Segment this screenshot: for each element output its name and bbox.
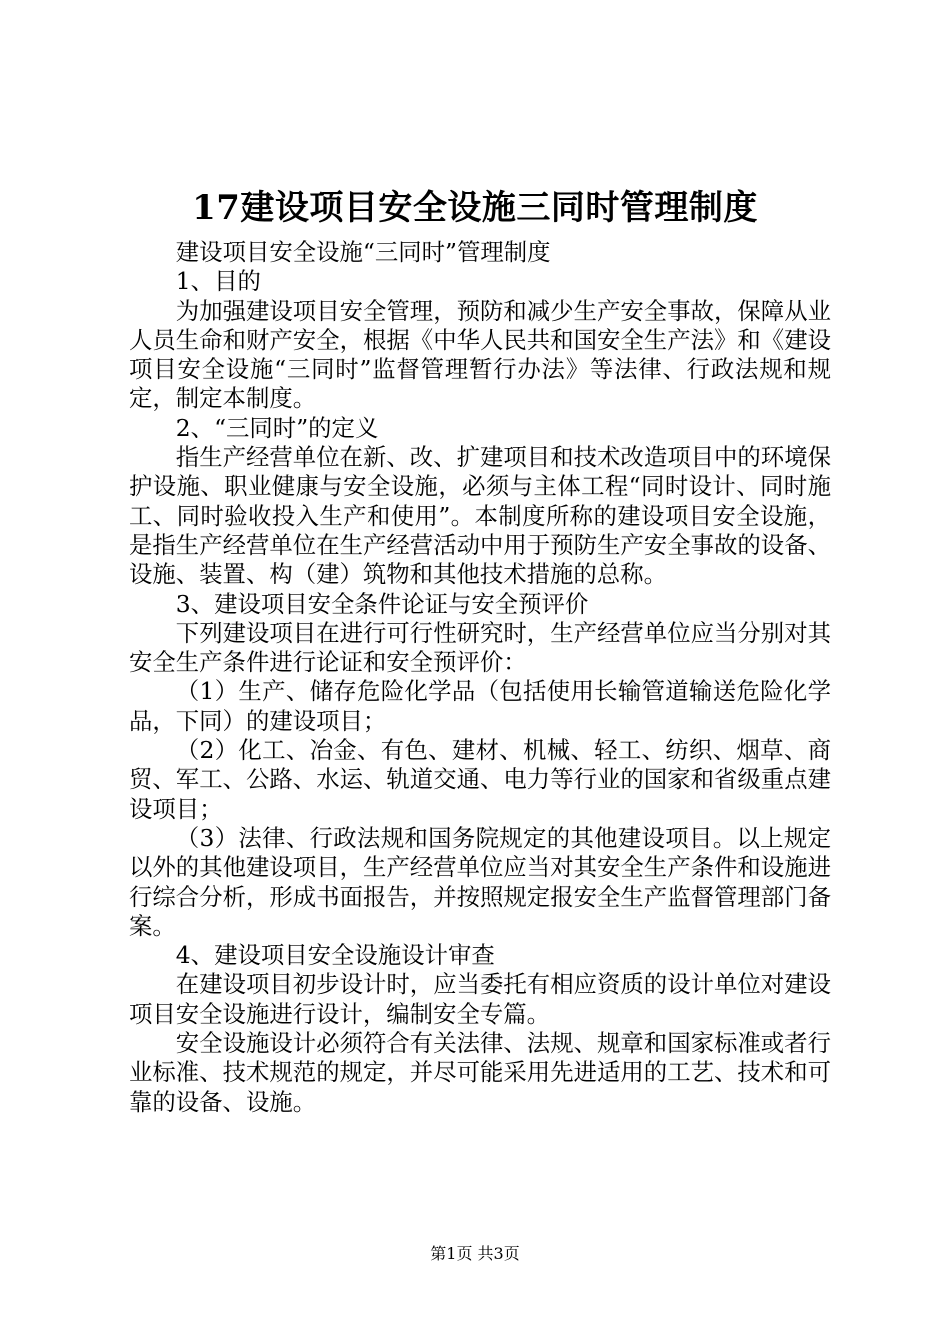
- section-heading: 4、建设项目安全设施设计审查: [175, 941, 495, 970]
- list-item: （3）法律、行政法规和国务院规定的其他建设项目。以上规定以外的其他建设项目，生产经营单位应当对其安全生产条件和设施进行综合分析，形成书面报告，并按照规定报安全生产监督管理部门备案。: [129, 823, 831, 940]
- section-heading: 3、建设项目安全条件论证与安全预评价: [175, 589, 589, 618]
- paragraph: 安全设施设计必须符合有关法律、法规、规章和国家标准或者行业标准、技术规范的规定，并尽可能采用先进适用的工艺、技术和可靠的设备、设施。: [129, 1029, 831, 1116]
- section-heading: 1、目的: [175, 267, 261, 296]
- document-title: 17建设项目安全设施三同时管理制度: [192, 188, 758, 228]
- paragraph: 下列建设项目在进行可行性研究时，生产经营单位应当分别对其安全生产条件进行论证和安全预评价：: [129, 618, 831, 677]
- section-heading: 2、“三同时”的定义: [175, 413, 379, 442]
- paragraph: 指生产经营单位在新、改、扩建项目和技术改造项目中的环境保护设施、职业健康与安全设施，必须与主体工程“同时设计、同时施工、同时验收投入生产和使用”。本制度所称的建设项目安全设施，是指生产经营单位在生产经营活动中用于预防生产安全事故的设备、设施、装置、构（建）筑物和其他技术措施的总称。: [129, 443, 831, 589]
- list-item: （2）化工、冶金、有色、建材、机械、轻工、纺织、烟草、商贸、军工、公路、水运、轨道交通、电力等行业的国家和省级重点建设项目；: [129, 736, 831, 823]
- document-body: [129, 238, 831, 1117]
- page-footer: 第1页 共3页: [430, 1244, 520, 1263]
- list-item: （1）生产、储存危险化学品（包括使用长输管道输送危险化学品，下同）的建设项目；: [129, 677, 831, 735]
- paragraph: 为加强建设项目安全管理，预防和减少生产安全事故，保障从业人员生命和财产安全，根据《中华人民共和国安全生产法》和《建设项目安全设施“三同时”监督管理暂行办法》等法律、行政法规和规定，制定本制度。: [129, 296, 831, 413]
- paragraph: 在建设项目初步设计时，应当委托有相应资质的设计单位对建设项目安全设施进行设计，编制安全专篇。: [129, 970, 831, 1028]
- paragraph: 建设项目安全设施“三同时”管理制度: [175, 238, 551, 266]
